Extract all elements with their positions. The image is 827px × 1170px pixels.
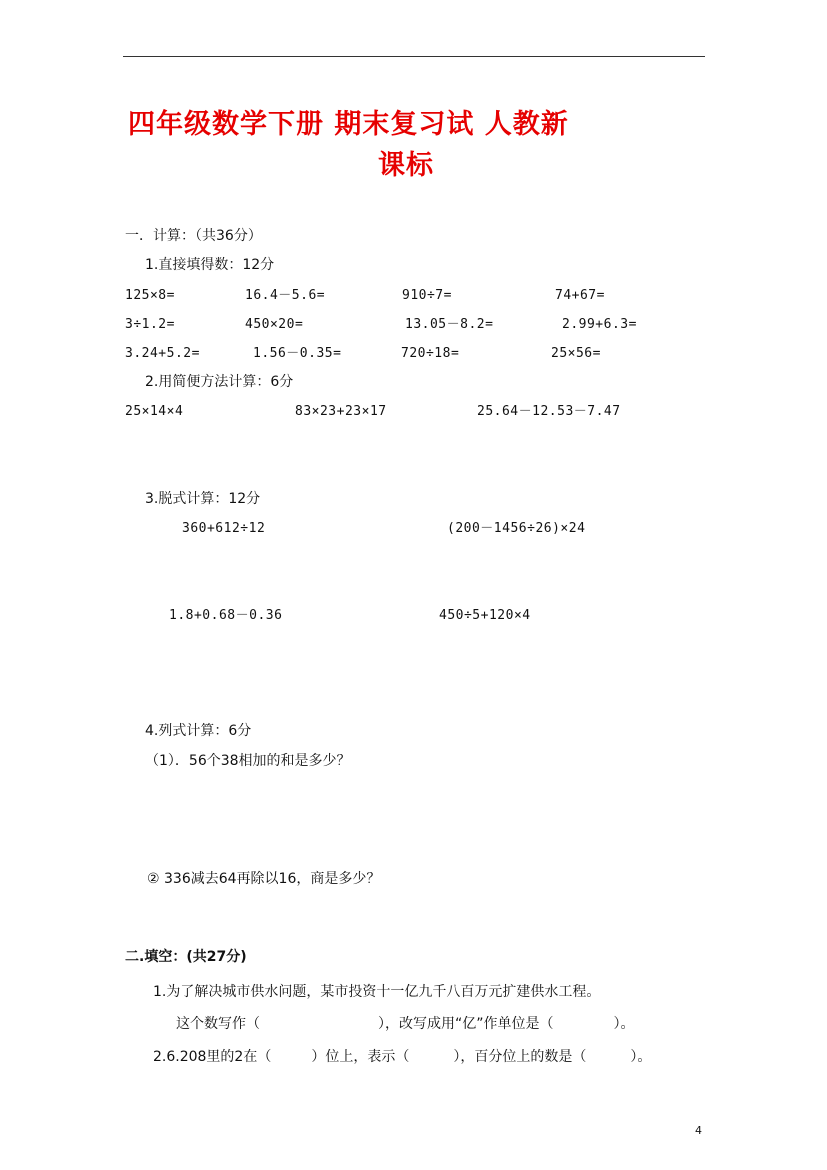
fill-q1-line2 — [176, 1017, 635, 1031]
fill-q1-part-c: ）。 — [613, 1016, 635, 1032]
calc-r1-c2: 16.4－5.6= — [245, 288, 326, 303]
fill-q2-part-d: ）。 — [630, 1049, 652, 1065]
calc-r3-c3: 720÷18= — [401, 346, 460, 361]
calc-r2-c4: 2.99+6.3= — [562, 317, 637, 332]
fill-q1-part-b: ），改写成用“亿”作单位是（ — [378, 1016, 554, 1032]
sub3-heading: 3.脱式计算：12分 — [145, 491, 261, 507]
expr-item-2: (200－1456÷26)×24 — [447, 521, 586, 536]
sub2-heading: 2.用简便方法计算：6分 — [145, 374, 294, 390]
fill-q1-line1: 1.为了解决城市供水问题，某市投资十一亿九千八百万元扩建供水工程。 — [153, 984, 601, 1000]
sub4-heading: 4.列式计算：6分 — [145, 723, 252, 739]
word-problem-2: ② 336减去64再除以16，商是多少？ — [147, 871, 381, 887]
fill-q2-part-c: ），百分位上的数是（ — [453, 1049, 587, 1065]
page-number: 4 — [695, 1124, 702, 1137]
fill-q1-part-a: 这个数写作（ — [176, 1016, 260, 1032]
calc-r2-c1: 3÷1.2= — [125, 317, 175, 332]
calc-r2-c2: 450×20= — [245, 317, 304, 332]
section2-heading: 二.填空：(共27分) — [125, 949, 247, 965]
fill-q2-part-b: ）位上，表示（ — [311, 1049, 410, 1065]
calc-r3-c4: 25×56= — [551, 346, 601, 361]
calc-r1-c3: 910÷7= — [402, 288, 452, 303]
simplify-item-1: 25×14×4 — [125, 404, 184, 419]
title-line-1: 四年级数学下册 期末复习试 人教新 — [128, 109, 569, 140]
fill-q2-part-a: 2.6.208里的2在（ — [153, 1049, 272, 1065]
sub1-heading: 1.直接填得数：12分 — [145, 257, 275, 273]
fill-q2-line — [153, 1050, 651, 1064]
simplify-item-2: 83×23+23×17 — [295, 404, 387, 419]
calc-r2-c3: 13.05－8.2= — [405, 317, 494, 332]
word-problem-1: （1）．56个38相加的和是多少？ — [145, 753, 351, 769]
calc-r1-c1: 125×8= — [125, 288, 175, 303]
calc-r1-c4: 74+67= — [555, 288, 605, 303]
expr-item-3: 1.8+0.68－0.36 — [169, 608, 283, 623]
section1-heading: 一．计算：（共36分） — [125, 228, 262, 244]
header-rule — [123, 56, 705, 57]
title-line-2: 课标 — [378, 150, 434, 181]
simplify-item-3: 25.64－12.53－7.47 — [477, 404, 621, 419]
expr-item-4: 450÷5+120×4 — [439, 608, 531, 623]
calc-r3-c2: 1.56－0.35= — [253, 346, 342, 361]
expr-item-1: 360+612÷12 — [182, 521, 266, 536]
calc-r3-c1: 3.24+5.2= — [125, 346, 200, 361]
